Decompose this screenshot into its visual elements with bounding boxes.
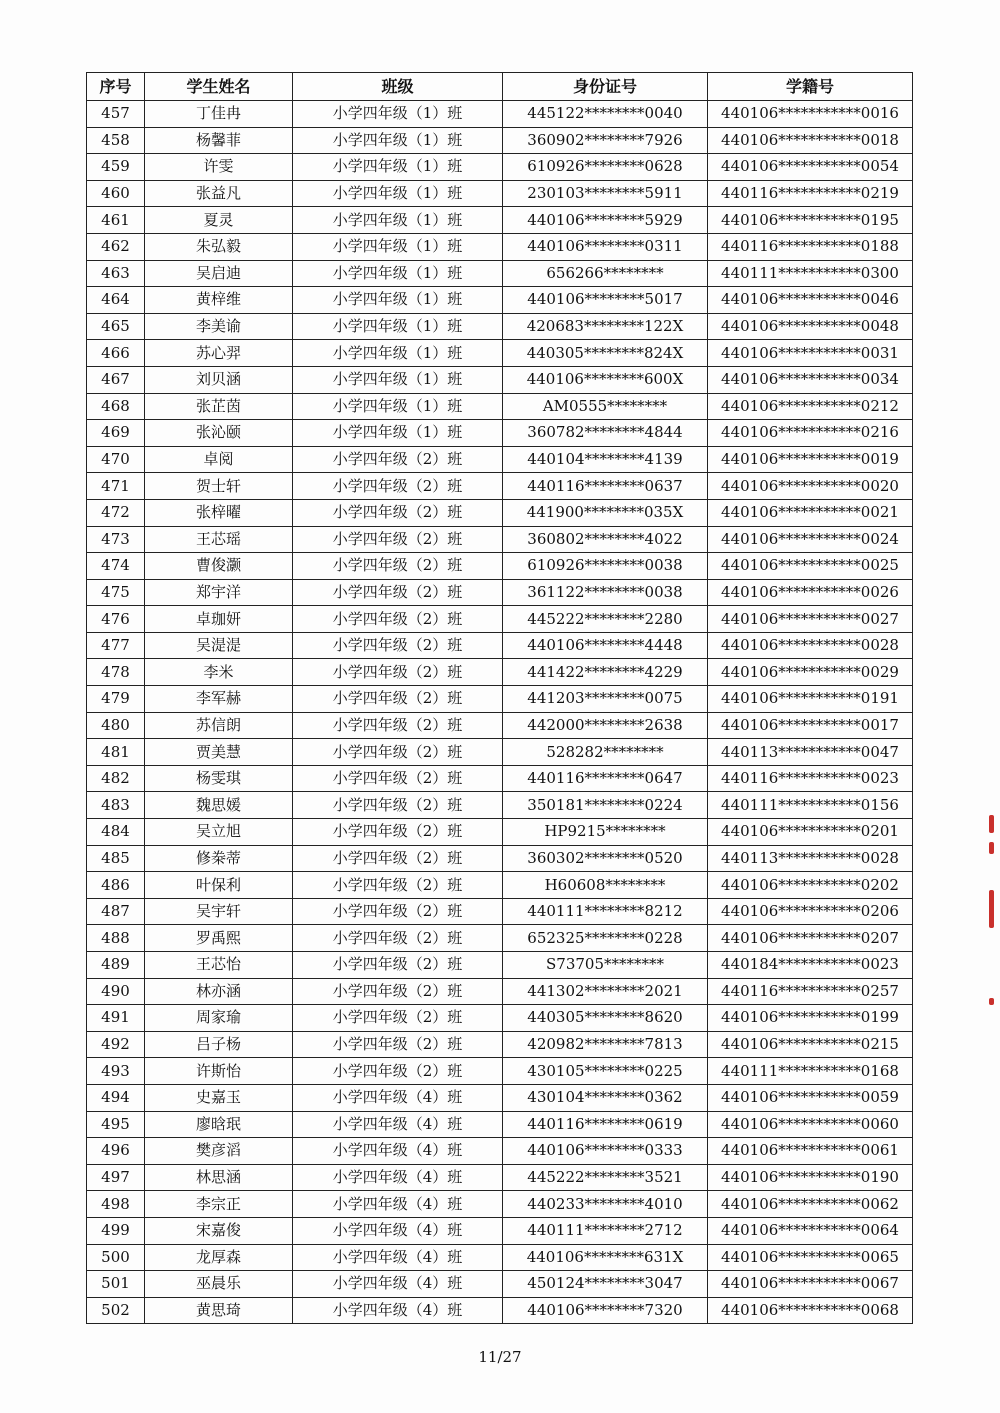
student-name-cell: 张芷茵 bbox=[145, 393, 293, 420]
table-row bbox=[87, 739, 913, 766]
table-row bbox=[87, 1031, 913, 1058]
table-row bbox=[87, 606, 913, 633]
serial-number-cell: 470 bbox=[87, 446, 145, 473]
student-registration-number-cell: 440106***********0195 bbox=[708, 207, 913, 234]
class-cell: 小学四年级（4）班 bbox=[293, 1244, 503, 1271]
student-registration-number-cell: 440116***********0023 bbox=[708, 765, 913, 792]
id-number-cell: 440111********2712 bbox=[503, 1217, 708, 1244]
class-cell: 小学四年级（2）班 bbox=[293, 952, 503, 979]
student-registration-number-cell: 440106***********0212 bbox=[708, 393, 913, 420]
id-number-cell: 440106********4448 bbox=[503, 632, 708, 659]
serial-number-cell: 491 bbox=[87, 1005, 145, 1032]
serial-number-cell: 479 bbox=[87, 686, 145, 713]
roster-body bbox=[87, 101, 913, 1324]
serial-number-cell: 495 bbox=[87, 1111, 145, 1138]
class-cell: 小学四年级（1）班 bbox=[293, 260, 503, 287]
id-number-cell: 361122********0038 bbox=[503, 579, 708, 606]
class-cell: 小学四年级（2）班 bbox=[293, 792, 503, 819]
student-registration-number-cell: 440106***********0190 bbox=[708, 1164, 913, 1191]
table-row bbox=[87, 260, 913, 287]
student-registration-number-cell: 440106***********0027 bbox=[708, 606, 913, 633]
class-cell: 小学四年级（4）班 bbox=[293, 1191, 503, 1218]
serial-number-cell: 471 bbox=[87, 473, 145, 500]
student-name-cell: 许斯怡 bbox=[145, 1058, 293, 1085]
table-row bbox=[87, 1297, 913, 1324]
table-row bbox=[87, 872, 913, 899]
table-row bbox=[87, 366, 913, 393]
class-cell: 小学四年级（2）班 bbox=[293, 872, 503, 899]
id-number-cell: 430105********0225 bbox=[503, 1058, 708, 1085]
table-row bbox=[87, 180, 913, 207]
page-number: 11/27 bbox=[478, 1348, 522, 1366]
serial-number-cell: 498 bbox=[87, 1191, 145, 1218]
serial-number-cell: 466 bbox=[87, 340, 145, 367]
class-cell: 小学四年级（2）班 bbox=[293, 606, 503, 633]
class-cell: 小学四年级（1）班 bbox=[293, 313, 503, 340]
id-number-cell: AM0555******** bbox=[503, 393, 708, 420]
class-cell: 小学四年级（2）班 bbox=[293, 1031, 503, 1058]
class-cell: 小学四年级（2）班 bbox=[293, 1058, 503, 1085]
scan-artifact-mark bbox=[989, 842, 994, 854]
id-number-cell: 440111********8212 bbox=[503, 898, 708, 925]
class-cell: 小学四年级（2）班 bbox=[293, 819, 503, 846]
student-name-cell: 巫晨乐 bbox=[145, 1271, 293, 1298]
serial-number-cell: 500 bbox=[87, 1244, 145, 1271]
serial-number-cell: 483 bbox=[87, 792, 145, 819]
student-registration-number-cell: 440106***********0061 bbox=[708, 1138, 913, 1165]
student-registration-number-cell: 440106***********0202 bbox=[708, 872, 913, 899]
serial-number-cell: 469 bbox=[87, 420, 145, 447]
student-name-cell: 苏信朗 bbox=[145, 712, 293, 739]
table-row bbox=[87, 340, 913, 367]
serial-number-cell: 484 bbox=[87, 819, 145, 846]
id-number-cell: 350181********0224 bbox=[503, 792, 708, 819]
id-number-cell: 440106********0333 bbox=[503, 1138, 708, 1165]
student-registration-number-cell: 440106***********0021 bbox=[708, 499, 913, 526]
class-cell: 小学四年级（2）班 bbox=[293, 845, 503, 872]
table-row bbox=[87, 473, 913, 500]
table-row bbox=[87, 101, 913, 128]
class-cell: 小学四年级（2）班 bbox=[293, 925, 503, 952]
scan-artifact-mark bbox=[989, 815, 994, 833]
serial-number-cell: 477 bbox=[87, 632, 145, 659]
student-name-cell: 吴启迪 bbox=[145, 260, 293, 287]
table-row bbox=[87, 553, 913, 580]
student-registration-number-cell: 440106***********0024 bbox=[708, 526, 913, 553]
id-number-cell: 442000********2638 bbox=[503, 712, 708, 739]
student-registration-number-cell: 440106***********0068 bbox=[708, 1297, 913, 1324]
student-name-cell: 吕子杨 bbox=[145, 1031, 293, 1058]
table-row bbox=[87, 526, 913, 553]
class-cell: 小学四年级（4）班 bbox=[293, 1164, 503, 1191]
student-registration-number-cell: 440106***********0028 bbox=[708, 632, 913, 659]
student-name-cell: 张益凡 bbox=[145, 180, 293, 207]
student-name-cell: 黄梓维 bbox=[145, 287, 293, 314]
id-number-cell: HP9215******** bbox=[503, 819, 708, 846]
class-cell: 小学四年级（4）班 bbox=[293, 1084, 503, 1111]
student-roster-table bbox=[86, 72, 913, 1324]
table-row bbox=[87, 393, 913, 420]
id-number-cell: 441900********035X bbox=[503, 499, 708, 526]
student-registration-number-cell: 440106***********0216 bbox=[708, 420, 913, 447]
scan-artifact-mark bbox=[989, 998, 994, 1005]
student-name-cell: 史嘉玉 bbox=[145, 1084, 293, 1111]
class-cell: 小学四年级（1）班 bbox=[293, 366, 503, 393]
id-number-cell: 440106********0311 bbox=[503, 233, 708, 260]
student-name-cell: 周家瑜 bbox=[145, 1005, 293, 1032]
class-cell: 小学四年级（1）班 bbox=[293, 207, 503, 234]
scan-artifact-mark bbox=[989, 890, 994, 928]
student-registration-number-cell: 440106***********0048 bbox=[708, 313, 913, 340]
student-registration-number-cell: 440106***********0199 bbox=[708, 1005, 913, 1032]
class-cell: 小学四年级（1）班 bbox=[293, 127, 503, 154]
table-row bbox=[87, 1084, 913, 1111]
student-registration-number-cell: 440106***********0031 bbox=[708, 340, 913, 367]
id-number-cell: 440116********0637 bbox=[503, 473, 708, 500]
id-number-cell: 610926********0038 bbox=[503, 553, 708, 580]
id-number-cell: 230103********5911 bbox=[503, 180, 708, 207]
table-row bbox=[87, 446, 913, 473]
student-name-cell: 李美谕 bbox=[145, 313, 293, 340]
student-registration-number-cell: 440106***********0207 bbox=[708, 925, 913, 952]
student-registration-number-cell: 440116***********0188 bbox=[708, 233, 913, 260]
table-row bbox=[87, 233, 913, 260]
header-row bbox=[87, 73, 913, 101]
id-number-cell: 445222********3521 bbox=[503, 1164, 708, 1191]
id-number-cell: 440106********600X bbox=[503, 366, 708, 393]
id-number-cell: 440305********824X bbox=[503, 340, 708, 367]
student-name-cell: 李米 bbox=[145, 659, 293, 686]
table-row bbox=[87, 313, 913, 340]
student-name-cell: 苏心羿 bbox=[145, 340, 293, 367]
id-number-cell: 360302********0520 bbox=[503, 845, 708, 872]
class-cell: 小学四年级（1）班 bbox=[293, 180, 503, 207]
table-row bbox=[87, 632, 913, 659]
serial-number-cell: 485 bbox=[87, 845, 145, 872]
student-registration-number-cell: 440113***********0028 bbox=[708, 845, 913, 872]
table-row bbox=[87, 792, 913, 819]
class-cell: 小学四年级（2）班 bbox=[293, 765, 503, 792]
class-cell: 小学四年级（1）班 bbox=[293, 287, 503, 314]
serial-number-cell: 458 bbox=[87, 127, 145, 154]
class-cell: 小学四年级（2）班 bbox=[293, 446, 503, 473]
student-name-cell: 廖晗珉 bbox=[145, 1111, 293, 1138]
student-name-cell: 朱弘毅 bbox=[145, 233, 293, 260]
student-name-cell: 李宗正 bbox=[145, 1191, 293, 1218]
header-student-name: 学生姓名 bbox=[145, 73, 293, 101]
id-number-cell: 440233********4010 bbox=[503, 1191, 708, 1218]
student-registration-number-cell: 440106***********0016 bbox=[708, 101, 913, 128]
student-name-cell: 卓珈妍 bbox=[145, 606, 293, 633]
student-registration-number-cell: 440111***********0156 bbox=[708, 792, 913, 819]
student-name-cell: 张沁颐 bbox=[145, 420, 293, 447]
student-name-cell: 郑宇洋 bbox=[145, 579, 293, 606]
student-name-cell: 王芯瑶 bbox=[145, 526, 293, 553]
header-id-number: 身份证号 bbox=[503, 73, 708, 101]
student-registration-number-cell: 440106***********0026 bbox=[708, 579, 913, 606]
serial-number-cell: 497 bbox=[87, 1164, 145, 1191]
student-name-cell: 吴湜湜 bbox=[145, 632, 293, 659]
table-row bbox=[87, 127, 913, 154]
student-name-cell: 罗禹熙 bbox=[145, 925, 293, 952]
class-cell: 小学四年级（1）班 bbox=[293, 340, 503, 367]
table-row bbox=[87, 952, 913, 979]
table-row bbox=[87, 499, 913, 526]
student-registration-number-cell: 440106***********0017 bbox=[708, 712, 913, 739]
student-registration-number-cell: 440106***********0065 bbox=[708, 1244, 913, 1271]
class-cell: 小学四年级（1）班 bbox=[293, 393, 503, 420]
serial-number-cell: 481 bbox=[87, 739, 145, 766]
serial-number-cell: 478 bbox=[87, 659, 145, 686]
id-number-cell: 360902********7926 bbox=[503, 127, 708, 154]
student-registration-number-cell: 440106***********0206 bbox=[708, 898, 913, 925]
id-number-cell: S73705******** bbox=[503, 952, 708, 979]
serial-number-cell: 488 bbox=[87, 925, 145, 952]
class-cell: 小学四年级（2）班 bbox=[293, 1005, 503, 1032]
table-row bbox=[87, 765, 913, 792]
class-cell: 小学四年级（2）班 bbox=[293, 898, 503, 925]
class-cell: 小学四年级（2）班 bbox=[293, 712, 503, 739]
student-name-cell: 魏思媛 bbox=[145, 792, 293, 819]
serial-number-cell: 460 bbox=[87, 180, 145, 207]
class-cell: 小学四年级（2）班 bbox=[293, 499, 503, 526]
student-name-cell: 林思涵 bbox=[145, 1164, 293, 1191]
student-name-cell: 龙厚森 bbox=[145, 1244, 293, 1271]
student-registration-number-cell: 440106***********0064 bbox=[708, 1217, 913, 1244]
id-number-cell: 440116********0619 bbox=[503, 1111, 708, 1138]
student-name-cell: 吴宇轩 bbox=[145, 898, 293, 925]
table-row bbox=[87, 420, 913, 447]
table-row bbox=[87, 1005, 913, 1032]
student-registration-number-cell: 440106***********0018 bbox=[708, 127, 913, 154]
class-cell: 小学四年级（2）班 bbox=[293, 739, 503, 766]
student-name-cell: 宋嘉俊 bbox=[145, 1217, 293, 1244]
id-number-cell: 441422********4229 bbox=[503, 659, 708, 686]
table-row bbox=[87, 845, 913, 872]
serial-number-cell: 463 bbox=[87, 260, 145, 287]
table-row bbox=[87, 978, 913, 1005]
serial-number-cell: 462 bbox=[87, 233, 145, 260]
class-cell: 小学四年级（4）班 bbox=[293, 1111, 503, 1138]
serial-number-cell: 501 bbox=[87, 1271, 145, 1298]
class-cell: 小学四年级（4）班 bbox=[293, 1217, 503, 1244]
class-cell: 小学四年级（4）班 bbox=[293, 1138, 503, 1165]
class-cell: 小学四年级（2）班 bbox=[293, 659, 503, 686]
serial-number-cell: 467 bbox=[87, 366, 145, 393]
student-registration-number-cell: 440106***********0067 bbox=[708, 1271, 913, 1298]
class-cell: 小学四年级（2）班 bbox=[293, 978, 503, 1005]
student-name-cell: 樊彦滔 bbox=[145, 1138, 293, 1165]
class-cell: 小学四年级（2）班 bbox=[293, 579, 503, 606]
id-number-cell: 656266******** bbox=[503, 260, 708, 287]
class-cell: 小学四年级（2）班 bbox=[293, 526, 503, 553]
student-registration-number-cell: 440116***********0219 bbox=[708, 180, 913, 207]
header-class: 班级 bbox=[293, 73, 503, 101]
serial-number-cell: 486 bbox=[87, 872, 145, 899]
id-number-cell: 441203********0075 bbox=[503, 686, 708, 713]
table-row bbox=[87, 207, 913, 234]
student-registration-number-cell: 440106***********0060 bbox=[708, 1111, 913, 1138]
student-registration-number-cell: 440113***********0047 bbox=[708, 739, 913, 766]
id-number-cell: 450124********3047 bbox=[503, 1271, 708, 1298]
table-row bbox=[87, 154, 913, 181]
student-name-cell: 杨雯琪 bbox=[145, 765, 293, 792]
serial-number-cell: 490 bbox=[87, 978, 145, 1005]
serial-number-cell: 492 bbox=[87, 1031, 145, 1058]
student-name-cell: 贺士轩 bbox=[145, 473, 293, 500]
table-row bbox=[87, 579, 913, 606]
student-name-cell: 贾美慧 bbox=[145, 739, 293, 766]
student-registration-number-cell: 440106***********0025 bbox=[708, 553, 913, 580]
class-cell: 小学四年级（2）班 bbox=[293, 473, 503, 500]
student-name-cell: 李军赫 bbox=[145, 686, 293, 713]
student-registration-number-cell: 440106***********0062 bbox=[708, 1191, 913, 1218]
serial-number-cell: 493 bbox=[87, 1058, 145, 1085]
id-number-cell: H60608******** bbox=[503, 872, 708, 899]
student-registration-number-cell: 440116***********0257 bbox=[708, 978, 913, 1005]
serial-number-cell: 457 bbox=[87, 101, 145, 128]
serial-number-cell: 465 bbox=[87, 313, 145, 340]
student-registration-number-cell: 440111***********0168 bbox=[708, 1058, 913, 1085]
class-cell: 小学四年级（1）班 bbox=[293, 101, 503, 128]
student-name-cell: 张梓曜 bbox=[145, 499, 293, 526]
id-number-cell: 440305********8620 bbox=[503, 1005, 708, 1032]
student-name-cell: 杨馨菲 bbox=[145, 127, 293, 154]
student-name-cell: 王芯怡 bbox=[145, 952, 293, 979]
class-cell: 小学四年级（1）班 bbox=[293, 154, 503, 181]
id-number-cell: 445222********2280 bbox=[503, 606, 708, 633]
id-number-cell: 440104********4139 bbox=[503, 446, 708, 473]
student-name-cell: 丁佳冉 bbox=[145, 101, 293, 128]
table-row bbox=[87, 925, 913, 952]
student-registration-number-cell: 440106***********0029 bbox=[708, 659, 913, 686]
id-number-cell: 360802********4022 bbox=[503, 526, 708, 553]
id-number-cell: 420683********122X bbox=[503, 313, 708, 340]
serial-number-cell: 475 bbox=[87, 579, 145, 606]
header-serial-number: 序号 bbox=[87, 73, 145, 101]
table-row bbox=[87, 686, 913, 713]
student-name-cell: 叶保利 bbox=[145, 872, 293, 899]
id-number-cell: 440106********5929 bbox=[503, 207, 708, 234]
class-cell: 小学四年级（1）班 bbox=[293, 420, 503, 447]
student-registration-number-cell: 440106***********0034 bbox=[708, 366, 913, 393]
student-registration-number-cell: 440106***********0059 bbox=[708, 1084, 913, 1111]
student-registration-number-cell: 440106***********0046 bbox=[708, 287, 913, 314]
student-name-cell: 吴立旭 bbox=[145, 819, 293, 846]
table-row bbox=[87, 898, 913, 925]
serial-number-cell: 459 bbox=[87, 154, 145, 181]
student-name-cell: 林亦涵 bbox=[145, 978, 293, 1005]
serial-number-cell: 494 bbox=[87, 1084, 145, 1111]
serial-number-cell: 476 bbox=[87, 606, 145, 633]
id-number-cell: 430104********0362 bbox=[503, 1084, 708, 1111]
student-registration-number-cell: 440106***********0054 bbox=[708, 154, 913, 181]
class-cell: 小学四年级（2）班 bbox=[293, 632, 503, 659]
class-cell: 小学四年级（4）班 bbox=[293, 1297, 503, 1324]
table-row bbox=[87, 1138, 913, 1165]
table-row bbox=[87, 1111, 913, 1138]
serial-number-cell: 473 bbox=[87, 526, 145, 553]
class-cell: 小学四年级（2）班 bbox=[293, 686, 503, 713]
serial-number-cell: 482 bbox=[87, 765, 145, 792]
table-row bbox=[87, 1244, 913, 1271]
id-number-cell: 440106********5017 bbox=[503, 287, 708, 314]
serial-number-cell: 480 bbox=[87, 712, 145, 739]
id-number-cell: 360782********4844 bbox=[503, 420, 708, 447]
table-row bbox=[87, 1058, 913, 1085]
student-registration-number-cell: 440106***********0215 bbox=[708, 1031, 913, 1058]
serial-number-cell: 472 bbox=[87, 499, 145, 526]
serial-number-cell: 468 bbox=[87, 393, 145, 420]
table-row bbox=[87, 1217, 913, 1244]
table-row bbox=[87, 287, 913, 314]
student-name-cell: 许雯 bbox=[145, 154, 293, 181]
serial-number-cell: 487 bbox=[87, 898, 145, 925]
serial-number-cell: 461 bbox=[87, 207, 145, 234]
class-cell: 小学四年级（2）班 bbox=[293, 553, 503, 580]
serial-number-cell: 464 bbox=[87, 287, 145, 314]
serial-number-cell: 502 bbox=[87, 1297, 145, 1324]
student-registration-number-cell: 440184***********0023 bbox=[708, 952, 913, 979]
id-number-cell: 441302********2021 bbox=[503, 978, 708, 1005]
id-number-cell: 420982********7813 bbox=[503, 1031, 708, 1058]
serial-number-cell: 496 bbox=[87, 1138, 145, 1165]
header-student-registration-number: 学籍号 bbox=[708, 73, 913, 101]
id-number-cell: 610926********0628 bbox=[503, 154, 708, 181]
id-number-cell: 652325********0228 bbox=[503, 925, 708, 952]
id-number-cell: 445122********0040 bbox=[503, 101, 708, 128]
student-name-cell: 黄思琦 bbox=[145, 1297, 293, 1324]
student-registration-number-cell: 440106***********0191 bbox=[708, 686, 913, 713]
id-number-cell: 440106********7320 bbox=[503, 1297, 708, 1324]
serial-number-cell: 474 bbox=[87, 553, 145, 580]
table-row bbox=[87, 659, 913, 686]
table-row bbox=[87, 1271, 913, 1298]
student-name-cell: 刘贝涵 bbox=[145, 366, 293, 393]
serial-number-cell: 499 bbox=[87, 1217, 145, 1244]
student-registration-number-cell: 440106***********0019 bbox=[708, 446, 913, 473]
student-name-cell: 修桊蒂 bbox=[145, 845, 293, 872]
student-name-cell: 夏灵 bbox=[145, 207, 293, 234]
class-cell: 小学四年级（1）班 bbox=[293, 233, 503, 260]
student-registration-number-cell: 440106***********0201 bbox=[708, 819, 913, 846]
id-number-cell: 440106********631X bbox=[503, 1244, 708, 1271]
table-row bbox=[87, 1191, 913, 1218]
student-name-cell: 卓阅 bbox=[145, 446, 293, 473]
student-name-cell: 曹俊灏 bbox=[145, 553, 293, 580]
table-row bbox=[87, 712, 913, 739]
student-registration-number-cell: 440106***********0020 bbox=[708, 473, 913, 500]
student-registration-number-cell: 440111***********0300 bbox=[708, 260, 913, 287]
table-row bbox=[87, 819, 913, 846]
id-number-cell: 440116********0647 bbox=[503, 765, 708, 792]
class-cell: 小学四年级（4）班 bbox=[293, 1271, 503, 1298]
table-row bbox=[87, 1164, 913, 1191]
id-number-cell: 528282******** bbox=[503, 739, 708, 766]
serial-number-cell: 489 bbox=[87, 952, 145, 979]
